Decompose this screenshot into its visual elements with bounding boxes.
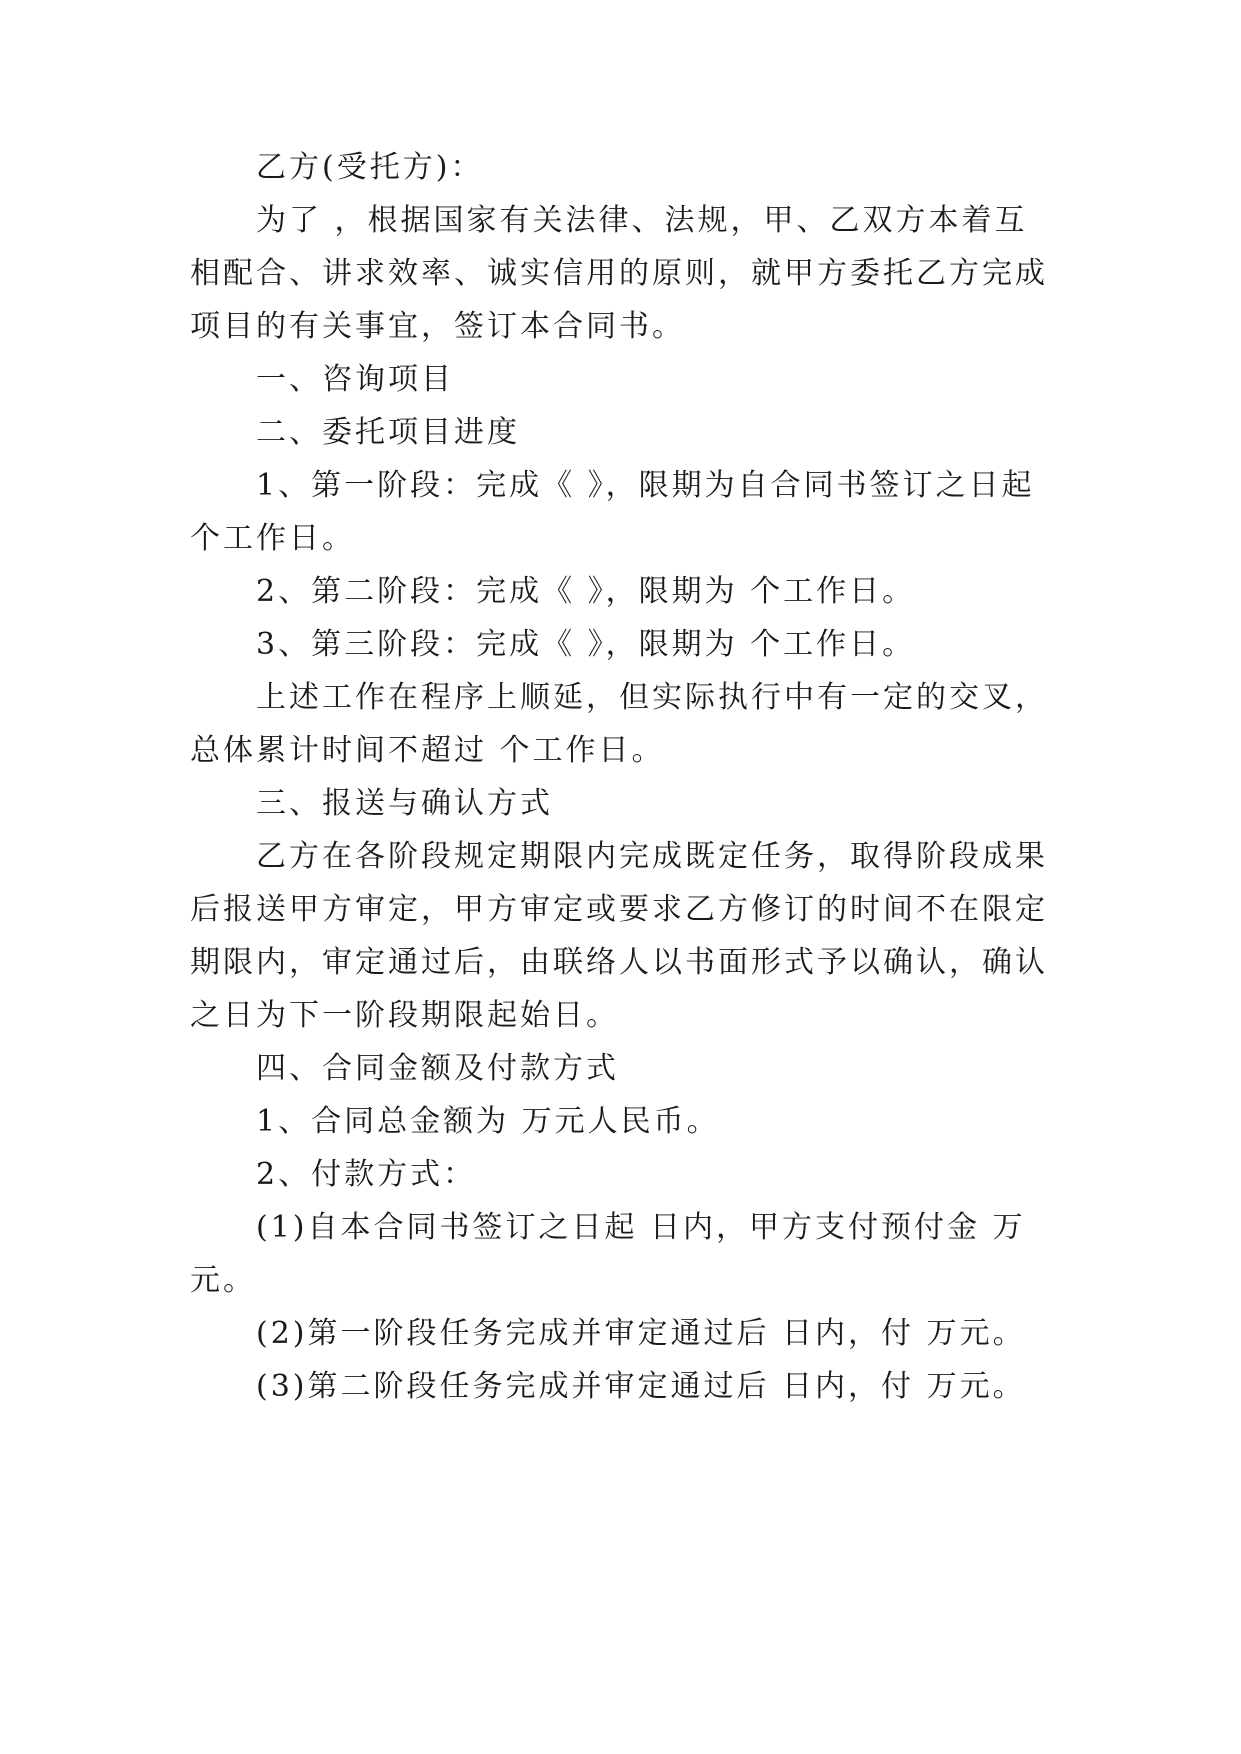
stage-1-line-2: 个工作日。 xyxy=(190,521,355,556)
confirmation-line-2: 后报送甲方审定，甲方审定或要求乙方修订的时间不在限定 xyxy=(190,892,1048,927)
schedule-note-line-1: 上述工作在程序上顺延，但实际执行中有一定的交叉， xyxy=(256,680,1048,715)
schedule-note-line-2: 总体累计时间不超过 个工作日。 xyxy=(190,733,665,768)
payment-item-2-line: (2)第一阶段任务完成并审定通过后 日内，付 万元。 xyxy=(256,1316,1026,1351)
payment-item-1-line-1: (1)自本合同书签订之日起 日内，甲方支付预付金 万 xyxy=(256,1210,1026,1245)
confirmation-line-3: 期限内，审定通过后，由联络人以书面形式予以确认，确认 xyxy=(190,945,1048,980)
payment-item-3-line: (3)第二阶段任务完成并审定通过后 日内，付 万元。 xyxy=(256,1369,1026,1404)
stage-3-line: 3、第三阶段：完成《 》，限期为 个工作日。 xyxy=(256,627,916,662)
contract-amount-line: 1、合同总金额为 万元人民币。 xyxy=(256,1104,720,1139)
preamble-line-1: 为了 ，根据国家有关法律、法规，甲、乙双方本着互 xyxy=(256,203,1028,238)
payment-item-1-line-2: 元。 xyxy=(190,1263,256,1298)
party-b-label: 乙方(受托方)： xyxy=(256,150,484,185)
confirmation-line-1: 乙方在各阶段规定期限内完成既定任务，取得阶段成果 xyxy=(256,839,1048,874)
stage-1-line-1: 1、第一阶段：完成《 》，限期为自合同书签订之日起 xyxy=(256,468,1035,503)
section-heading-3: 三、报送与确认方式 xyxy=(256,786,553,821)
section-heading-2: 二、委托项目进度 xyxy=(256,415,520,450)
section-heading-4: 四、合同金额及付款方式 xyxy=(256,1051,619,1086)
section-heading-1: 一、咨询项目 xyxy=(256,362,454,397)
stage-2-line: 2、第二阶段：完成《 》，限期为 个工作日。 xyxy=(256,574,916,609)
preamble-line-2: 相配合、讲求效率、诚实信用的原则，就甲方委托乙方完成 xyxy=(190,256,1048,291)
payment-method-line: 2、付款方式： xyxy=(256,1157,477,1192)
preamble-line-3: 项目的有关事宜，签订本合同书。 xyxy=(190,309,685,344)
confirmation-line-4: 之日为下一阶段期限起始日。 xyxy=(190,998,619,1033)
